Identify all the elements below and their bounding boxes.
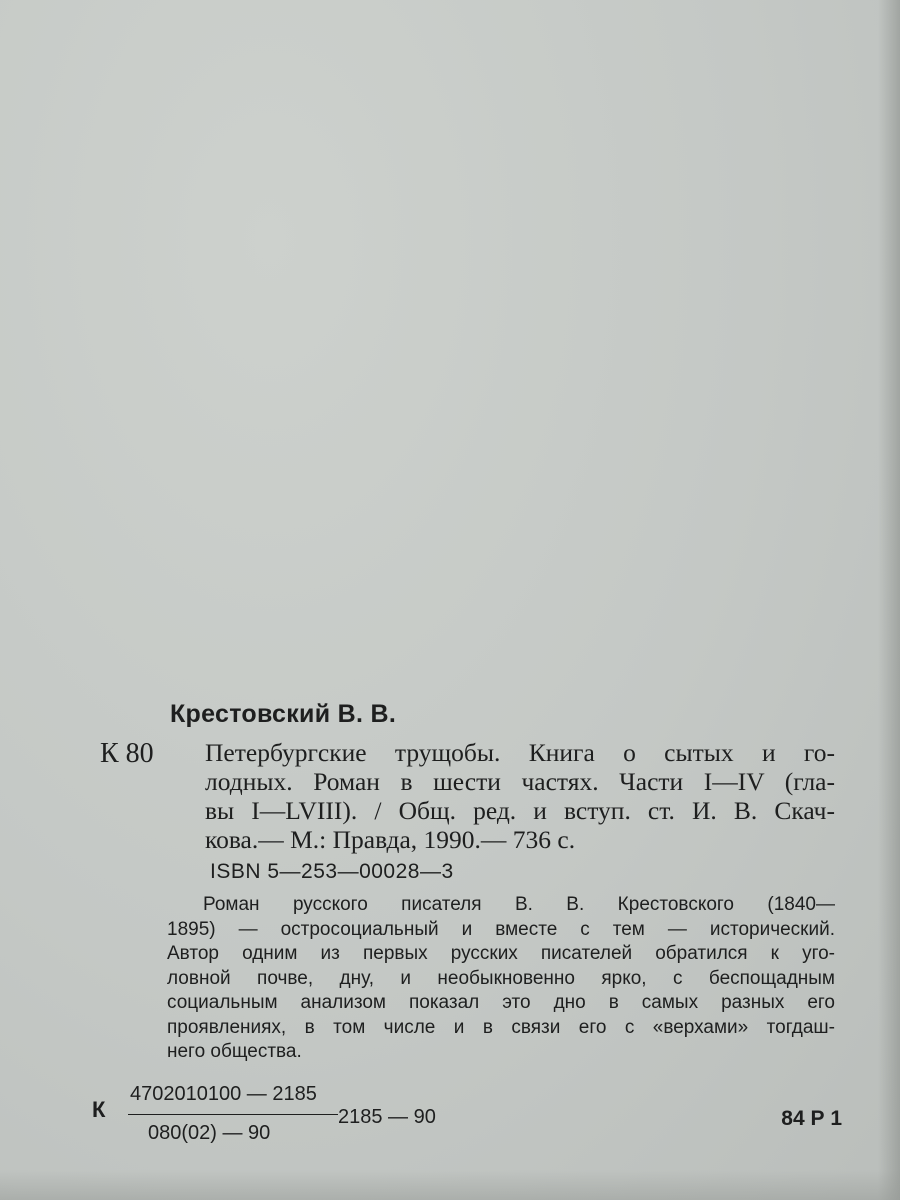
bibliographic-description — [205, 738, 835, 854]
annotation-line: Роман русского писателя В. В. Крестовского (1840— — [203, 894, 835, 915]
annotation-line: него общества. — [167, 1041, 302, 1062]
page-bottom-shadow — [0, 1170, 900, 1200]
annotation-line: ловной почве, дну, и необыкновенно ярко, с беспощадным — [167, 967, 835, 989]
annotation — [167, 893, 835, 1065]
bbk-index: 84 Р 1 — [781, 1107, 842, 1130]
classification-suffix: 2185 — 90 — [338, 1106, 436, 1128]
classification-denominator: 080(02) — 90 — [148, 1122, 271, 1144]
annotation-line: проявлениях, в том числе и в связи его с «верхами» тогдаш- — [167, 1016, 835, 1038]
isbn: ISBN 5—253—00028—3 — [210, 860, 454, 883]
description-line: вы I—LVIII). / Общ. ред. и вступ. ст. И. В. Скач- — [205, 796, 835, 825]
annotation-line: Автор одним из первых русских писателей обратился к уго- — [167, 943, 835, 964]
description-line: Петербургские трущобы. Книга о сытых и го- — [205, 738, 835, 767]
page-edge-shadow — [878, 0, 900, 1200]
annotation-line: 1895) — остросоциальный и вместе с тем — исторический. — [167, 918, 835, 940]
classification-numerator: 4702010100 — 2185 — [130, 1083, 317, 1105]
fraction-rule — [128, 1114, 338, 1115]
author-name: Крестовский В. В. — [170, 700, 397, 728]
catalog-code: К 80 — [100, 738, 154, 769]
classification-prefix: К — [92, 1097, 106, 1122]
description-line: кова.— М.: Правда, 1990.— 736 с. — [205, 825, 576, 854]
annotation-line: социальным анализом показал это дно в самых разных его — [167, 992, 835, 1013]
description-line: лодных. Роман в шести частях. Части I—IV (гла- — [205, 767, 835, 796]
